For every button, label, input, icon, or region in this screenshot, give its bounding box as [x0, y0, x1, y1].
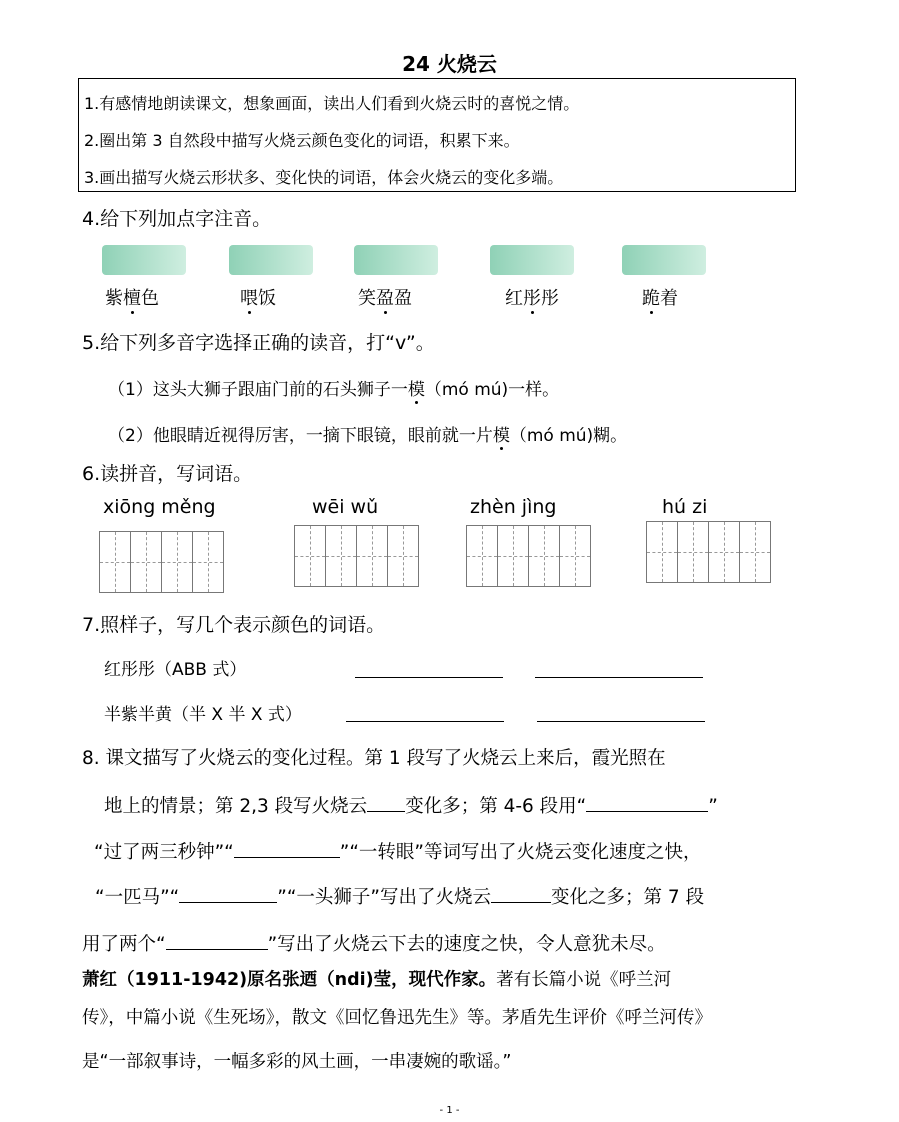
- answer-blank[interactable]: [367, 793, 405, 812]
- pinyin-answer-box[interactable]: [490, 245, 574, 275]
- answer-blank[interactable]: [586, 793, 708, 812]
- example-half-half: 半紫半黄（半 X 半 X 式）: [104, 705, 302, 725]
- dotted-word: 喂饭: [240, 284, 276, 310]
- goal-3: 3.画出描写火烧云形状多、变化快的词语，体会火烧云的变化多端。: [84, 168, 564, 187]
- answer-blank[interactable]: [346, 720, 504, 722]
- page-title: 24 火烧云: [402, 52, 497, 76]
- question-8-line-5: 用了两个“ ”写出了火烧云下去的速度之快，令人意犹未尽。: [82, 930, 666, 956]
- pinyin-answer-box[interactable]: [229, 245, 313, 275]
- example-abb: 红彤彤（ABB 式）: [104, 660, 247, 680]
- page-number: - 1 -: [439, 1105, 460, 1116]
- answer-blank[interactable]: [491, 884, 551, 903]
- pinyin-label: xiōng měng: [103, 496, 216, 518]
- learning-goals-box: [78, 78, 796, 192]
- answer-blank[interactable]: [537, 720, 705, 722]
- question-8-line-3: “过了两三秒钟”“ ”“一转眼”等词写出了火烧云变化速度之快，: [94, 838, 702, 864]
- writing-grid[interactable]: [294, 525, 419, 587]
- dotted-word: 笑盈盈: [358, 284, 412, 310]
- answer-blank[interactable]: [166, 931, 268, 950]
- question-8-line-4: “一匹马”“ ”“一头狮子”写出了火烧云 变化之多；第 7 段: [95, 883, 704, 909]
- goal-1: 1.有感情地朗读课文，想象画面，读出人们看到火烧云时的喜悦之情。: [84, 94, 580, 113]
- author-bio-line-2: 传》，中篇小说《生死场》，散文《回忆鲁迅先生》等。茅盾先生评价《呼兰河传》: [82, 1008, 712, 1028]
- answer-blank[interactable]: [535, 676, 703, 678]
- question-4-prompt: 4.给下列加点字注音。: [82, 208, 272, 230]
- question-5-item-2: （2）他眼睛近视得厉害，一摘下眼镜，眼前就一片模（mó mú)糊。: [108, 421, 627, 446]
- question-5-prompt: 5.给下列多音字选择正确的读音，打“v”。: [82, 332, 435, 354]
- answer-blank[interactable]: [234, 839, 340, 858]
- pinyin-label: hú zi: [662, 496, 708, 518]
- question-6-prompt: 6.读拼音，写词语。: [82, 463, 253, 485]
- dotted-word: 红彤彤: [505, 284, 559, 310]
- question-5-item-1: （1）这头大狮子跟庙门前的石头狮子一模（mó mú)一样。: [108, 375, 559, 400]
- author-bio-line-1: 萧红（1911-1942)原名张迺（ndi)莹，现代作家。著有长篇小说《呼兰河: [82, 970, 672, 990]
- question-8-line-2: 地上的情景；第 2,3 段写火烧云 变化多；第 4-6 段用“ ”: [104, 792, 718, 818]
- pinyin-label: wēi wǔ: [312, 496, 379, 518]
- answer-blank[interactable]: [179, 884, 277, 903]
- writing-grid[interactable]: [646, 521, 771, 583]
- dotted-word: 跪着: [642, 284, 678, 310]
- pinyin-answer-box[interactable]: [622, 245, 706, 275]
- author-bio-line-3: 是“一部叙事诗，一幅多彩的风土画，一串凄婉的歌谣。”: [82, 1052, 512, 1072]
- dotted-word: 紫檀色: [105, 284, 159, 310]
- writing-grid[interactable]: [466, 525, 591, 587]
- answer-blank[interactable]: [355, 676, 503, 678]
- pinyin-answer-box[interactable]: [102, 245, 186, 275]
- pinyin-answer-box[interactable]: [354, 245, 438, 275]
- pinyin-label: zhèn jìng: [470, 496, 557, 518]
- question-8-line-1: 8. 课文描写了火烧云的变化过程。第 1 段写了火烧云上来后，霞光照在: [82, 748, 666, 769]
- goal-2: 2.圈出第 3 自然段中描写火烧云颜色变化的词语，积累下来。: [84, 131, 520, 150]
- question-7-prompt: 7.照样子，写几个表示颜色的词语。: [82, 614, 386, 636]
- writing-grid[interactable]: [99, 531, 224, 593]
